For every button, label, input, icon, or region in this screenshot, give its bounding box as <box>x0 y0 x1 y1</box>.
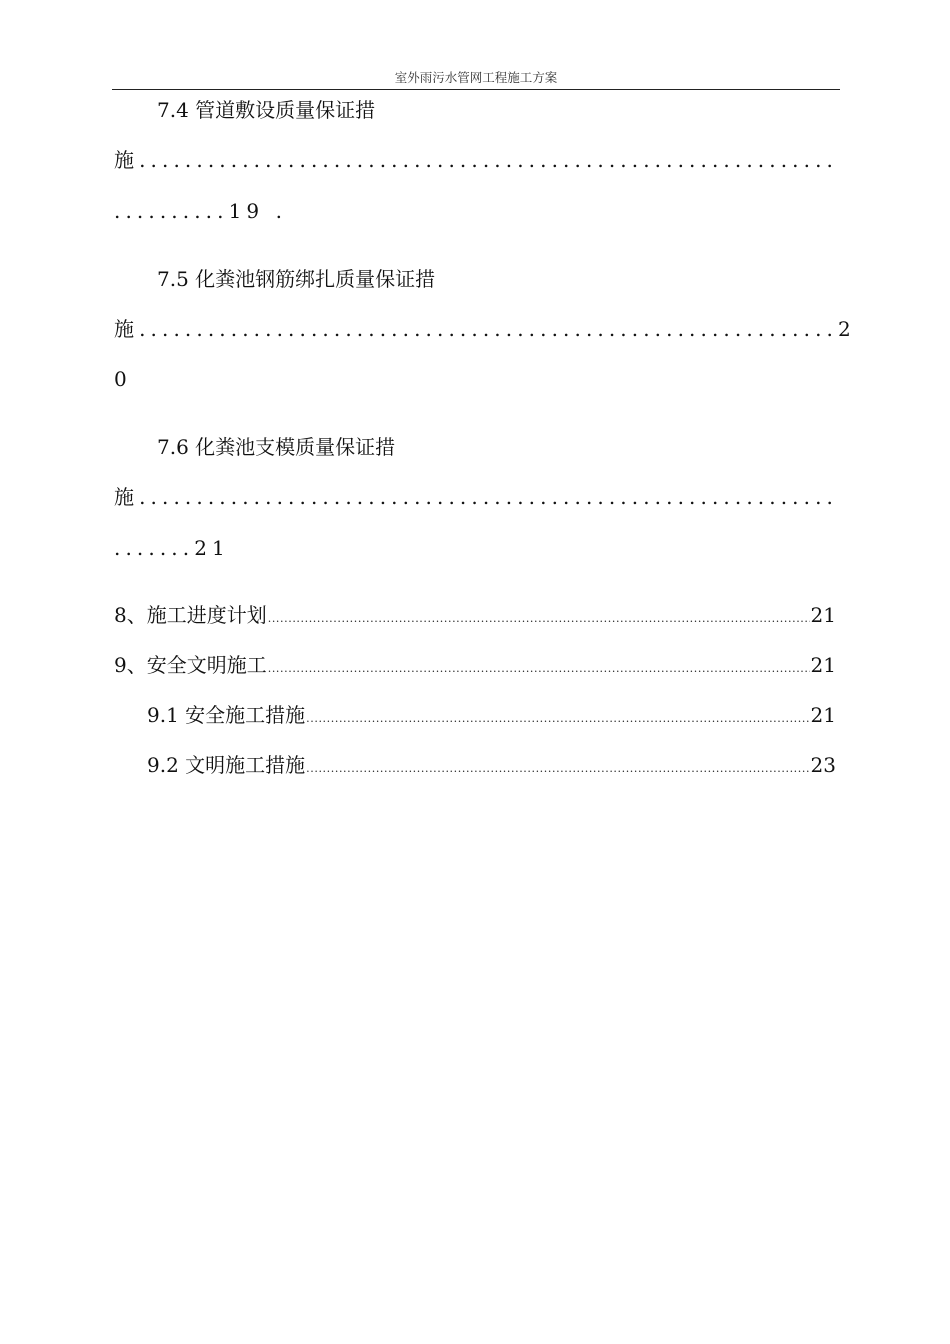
toc-entry-page: 21 <box>810 603 836 627</box>
toc-entry-7-4-leader: 施............................................................. <box>114 148 839 172</box>
toc-entry-7-6-page: .......21 <box>114 536 230 560</box>
toc-entry-9-2[interactable] <box>147 753 836 777</box>
page-header <box>112 70 840 90</box>
toc-entry-page: 21 <box>810 653 836 677</box>
toc-dot-leader <box>268 663 810 674</box>
toc-dot-leader <box>306 763 809 774</box>
toc-entry-9[interactable] <box>114 653 836 677</box>
toc-dot-leader <box>306 713 809 724</box>
toc-entry-title: 9.1 安全施工措施 <box>147 703 306 727</box>
toc-entry-7-5-leader: 施.............................................................2 <box>114 317 856 341</box>
toc-entry-7-4-page: ..........19 . <box>114 199 288 223</box>
toc-entry-page: 21 <box>810 703 836 727</box>
toc-entry-7-6-leader: 施............................................................. <box>114 485 839 509</box>
toc-dot-leader <box>268 613 810 624</box>
toc-entry-7-6-label[interactable]: 7.6 化粪池支模质量保证措 <box>157 435 396 459</box>
toc-entry-page: 23 <box>810 753 836 777</box>
toc-entry-title: 9.2 文明施工措施 <box>147 753 306 777</box>
toc-entry-7-5-page: 0 <box>114 367 127 391</box>
toc-entry-7-4-label[interactable]: 7.4 管道敷设质量保证措 <box>157 98 376 122</box>
toc-entry-9-1[interactable] <box>147 703 836 727</box>
toc-entry-8[interactable] <box>114 603 836 627</box>
toc-entry-7-5-label[interactable]: 7.5 化粪池钢筋绑扎质量保证措 <box>157 267 436 291</box>
header-title: 室外雨污水管网工程施工方案 <box>394 70 558 85</box>
toc-entry-title: 8、施工进度计划 <box>114 603 267 627</box>
toc-entry-title: 9、安全文明施工 <box>114 653 267 677</box>
